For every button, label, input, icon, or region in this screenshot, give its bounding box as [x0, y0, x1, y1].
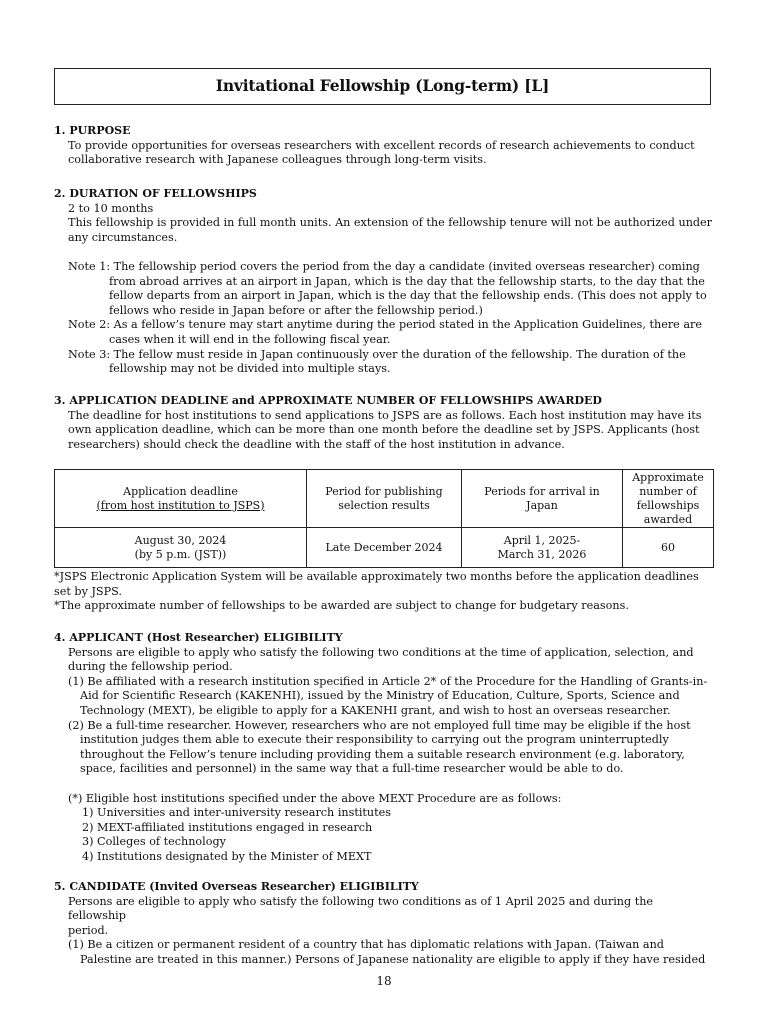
- list-item-line: institution judges them able to execute their responsibility to carrying out the program uninterruptedly: [80, 733, 669, 747]
- table-cell-text: 60: [661, 540, 675, 554]
- table-header-text: (from host institution to JSPS): [96, 498, 265, 512]
- list-item: 4) Institutions designated by the Minister of MEXT: [82, 849, 372, 863]
- table-cell: [55, 528, 307, 568]
- table-cell-text: (by 5 p.m. (JST)): [134, 547, 227, 561]
- section-deadline: [54, 394, 714, 452]
- note-line: fellow departs from an airport in Japan, which is the day that the fellowship ends. (This does not apply to: [109, 289, 707, 303]
- table-header-cell: [55, 470, 307, 528]
- paragraph-line: researchers) should check the deadline with the staff of the host institution in advance.: [68, 437, 565, 451]
- note-line: Note 1: The fellowship period covers the period from the day a candidate (invited overseas researcher) coming: [68, 259, 700, 273]
- paragraph-line: Persons are eligible to apply who satisfy the following two conditions at the time of application, selection, and: [68, 645, 694, 659]
- note-line: Note 3: The fellow must reside in Japan continuously over the duration of the fellowship. The duration of the: [68, 347, 686, 361]
- table-cell-text: August 30, 2024: [134, 533, 227, 547]
- paragraph-line: during the fellowship period.: [68, 660, 233, 674]
- table-row: [55, 528, 714, 568]
- table-header-text: Japan: [526, 498, 558, 512]
- table-header-text: Periods for arrival in: [484, 484, 600, 498]
- list-item: 1) Universities and inter-university research institutes: [82, 806, 391, 820]
- list-item-line: (1) Be affiliated with a research institution specified in Article 2* of the Procedure for the Handling of Grants-in-: [68, 674, 708, 688]
- table-header-text: awarded: [643, 512, 693, 526]
- table-cell-text: April 1, 2025-: [503, 533, 581, 547]
- list-item-line: (1) Be a citizen or permanent resident of a country that has diplomatic relations with Japan. (Taiwan and: [68, 938, 664, 952]
- paragraph-line: This fellowship is provided in full month units. An extension of the fellowship tenure will not be authorized under: [68, 216, 713, 230]
- list-item-line: space, facilities and personnel) in the same way that a full-time researcher would be able to do.: [80, 762, 624, 776]
- section-heading: 1. PURPOSE: [54, 124, 131, 137]
- table-header-text: fellowships: [636, 498, 700, 512]
- title-box: [54, 68, 711, 105]
- paragraph-line: Persons are eligible to apply who satisfy the following two conditions as of 1 April 2025 and during the fellowship: [68, 894, 654, 923]
- deadline-table: [54, 469, 714, 568]
- paragraph-line: 2 to 10 months: [68, 201, 154, 215]
- paragraph-line: collaborative research with Japanese colleagues through long-term visits.: [68, 153, 487, 167]
- paragraph-line: own application deadline, which can be more than one month before the deadline set by JSPS. Applicants (host: [68, 423, 700, 437]
- list-item-line: throughout the Fellow’s tenure including providing them a suitable research environment (e.g. laboratory,: [80, 747, 685, 761]
- table-footnotes: [54, 570, 714, 614]
- paragraph-line: any circumstances.: [68, 230, 178, 244]
- note-line: Note 2: As a fellow’s tenure may start anytime during the period stated in the Application Guidelines, there are: [68, 318, 702, 332]
- table-header-text: Period for publishing: [325, 484, 443, 498]
- table-header-cell: [462, 470, 623, 528]
- list-item-line: Aid for Scientific Research (KAKENHI), issued by the Ministry of Education, Culture, Sports, Science and: [80, 689, 680, 703]
- list-item: 2) MEXT-affiliated institutions engaged in research: [82, 820, 373, 834]
- list-item-line: Technology (MEXT), be eligible to apply for a KAKENHI grant, and wish to host an overseas researcher.: [80, 703, 671, 717]
- footnote-line: *The approximate number of fellowships to be awarded are subject to change for budgetary reasons.: [54, 599, 629, 613]
- footnote-line: set by JSPS.: [54, 584, 122, 598]
- section-heading: 4. APPLICANT (Host Researcher) ELIGIBILITY: [54, 631, 343, 644]
- table-header-text: Approximate: [632, 470, 704, 484]
- table-header-row: [55, 470, 714, 528]
- note-line: from abroad arrives at an airport in Japan, which is the day that the fellowship starts, to the day that the: [109, 274, 705, 288]
- table-header-text: number of: [639, 484, 697, 498]
- note-line: fellowship may not be divided into multiple stays.: [109, 362, 391, 376]
- section-candidate-eligibility: [54, 880, 714, 968]
- table-header-cell: [623, 470, 714, 528]
- table-cell-text: Late December 2024: [325, 540, 443, 554]
- section-heading: 2. DURATION OF FELLOWSHIPS: [54, 187, 257, 200]
- paragraph-line: (*) Eligible host institutions specified under the above MEXT Procedure are as follows:: [68, 791, 562, 805]
- table-header-text: Application deadline: [123, 484, 238, 498]
- table-header-text: selection results: [338, 498, 430, 512]
- list-item-line: Palestine are treated in this manner.) Persons of Japanese nationality are eligible to apply if they have resided: [80, 952, 706, 966]
- table-cell: [307, 528, 462, 568]
- page-number: 18: [376, 974, 392, 988]
- list-item-line: (2) Be a full-time researcher. However, researchers who are not employed full time may be eligible if the host: [68, 718, 691, 732]
- paragraph-line: The deadline for host institutions to send applications to JSPS are as follows. Each host institution may have its: [68, 408, 702, 422]
- note-line: cases when it will end in the following fiscal year.: [109, 332, 391, 346]
- paragraph-line: period.: [68, 923, 109, 937]
- table-cell: [623, 528, 714, 568]
- table-cell: [462, 528, 623, 568]
- section-duration: [54, 187, 714, 377]
- section-purpose: [54, 124, 714, 168]
- table-cell-text: March 31, 2026: [497, 547, 587, 561]
- section-applicant-eligibility: [54, 631, 714, 865]
- page-title: Invitational Fellowship (Long-term) [L]: [215, 76, 550, 96]
- section-heading: 3. APPLICATION DEADLINE and APPROXIMATE NUMBER OF FELLOWSHIPS AWARDED: [54, 394, 602, 407]
- list-item: 3) Colleges of technology: [82, 835, 226, 849]
- section-heading: 5. CANDIDATE (Invited Overseas Researcher) ELIGIBILITY: [54, 880, 419, 893]
- footnote-line: *JSPS Electronic Application System will be available approximately two months before the application deadlines: [54, 570, 699, 583]
- note-line: fellows who reside in Japan before or after the fellowship period.): [109, 303, 483, 317]
- table-header-cell: [307, 470, 462, 528]
- paragraph-line: To provide opportunities for overseas researchers with excellent records of research achievements to conduct: [68, 138, 695, 152]
